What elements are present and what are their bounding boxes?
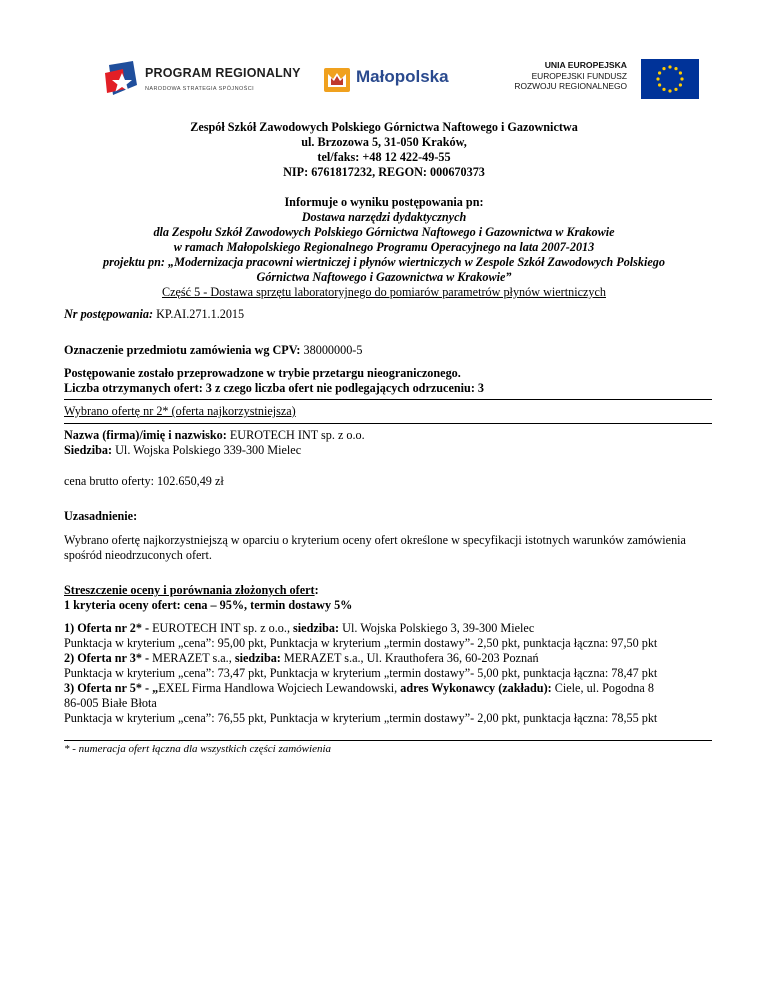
offer-1-head bbox=[64, 621, 724, 636]
eu-line-3: ROZWOJU REGIONALNEGO bbox=[514, 81, 627, 91]
procedure-mode: Postępowanie zostało przeprowadzone w trybie przetargu nieograniczonego. bbox=[64, 366, 461, 380]
divider bbox=[64, 423, 712, 424]
malopolska-text: Małopolska bbox=[356, 67, 449, 86]
offer-2-head bbox=[64, 651, 724, 666]
logo-bar bbox=[0, 55, 768, 105]
eu-line-2: EUROPEJSKI FUNDUSZ bbox=[531, 70, 627, 81]
cpv-code bbox=[64, 343, 724, 358]
offer-2-addr-label: siedziba: bbox=[234, 651, 281, 665]
winner-seat-label: Siedziba: bbox=[64, 443, 113, 457]
eu-logo bbox=[507, 59, 697, 103]
eu-flag-icon bbox=[641, 59, 699, 99]
divider bbox=[64, 399, 712, 400]
justification-label: Uzasadnienie: bbox=[64, 509, 138, 523]
title-line-3: w ramach Małopolskiego Regionalnego Programu Operacyjnego na lata 2007-2013 bbox=[173, 240, 595, 254]
summary-colon: : bbox=[314, 583, 319, 597]
justification-text: Wybrano ofertę najkorzystniejszą w oparciu o kryterium oceny ofert określone w specyfikacji istotnych warunków zamówienia spośród nieodrzuconych ofert. bbox=[64, 533, 686, 562]
school-ids: NIP: 6761817232, REGON: 000670373 bbox=[283, 165, 485, 179]
eu-text bbox=[514, 60, 627, 92]
offer-2-number: 2) Oferta nr 3* - bbox=[64, 651, 153, 665]
chosen-offer: Wybrano ofertę nr 2* (oferta najkorzystniejsza) bbox=[64, 404, 296, 418]
offer-3-addr-label: adres Wykonawcy (zakładu): bbox=[400, 681, 552, 695]
part-title: Część 5 - Dostawa sprzętu laboratoryjnego do pomiarów parametrów płynów wiertniczych bbox=[161, 285, 607, 299]
title-line-4: projektu pn: „Modernizacja pracowni wiertniczej i płynów wiertniczych w Zespole Szkół Zawodowych Polskiego bbox=[103, 255, 665, 269]
offer-1-number: 1) Oferta nr 2* - bbox=[64, 621, 153, 635]
eu-line-1: UNIA EUROPEJSKA bbox=[544, 60, 627, 70]
offer-3-number: 3) Oferta nr 5* - „ bbox=[64, 681, 159, 695]
program-regionalny-logo bbox=[103, 59, 303, 99]
offer-3-company: EXEL Firma Handlowa Wojciech Lewandowski, bbox=[158, 681, 401, 695]
cpv-value: 38000000-5 bbox=[300, 343, 363, 357]
winner-name-value: EUROTECH INT sp. z o.o. bbox=[226, 428, 365, 442]
offer-count: Liczba otrzymanych ofert: 3 z czego liczba ofert nie podlegających odrzuceniu: 3 bbox=[64, 381, 485, 395]
case-number-value: KP.AI.271.1.2015 bbox=[153, 307, 245, 321]
offer-2-points: Punktacja w kryterium „cena”: 73,47 pkt, Punktacja w kryterium „termin dostawy”- 5,00 pkt, punktacja łączna: 78,47 pkt bbox=[64, 666, 658, 680]
offer-3-addr: Ciele, ul. Pogodna 8 bbox=[551, 681, 654, 695]
malopolska-emblem-icon bbox=[322, 65, 352, 95]
school-phone: tel/faks: +48 12 422-49-55 bbox=[317, 150, 451, 164]
gross-price: cena brutto oferty: 102.650,49 zł bbox=[64, 474, 224, 488]
school-name: Zespół Szkół Zawodowych Polskiego Górnictwa Naftowego i Gazownictwa bbox=[190, 120, 578, 134]
school-address: ul. Brzozowa 5, 31-050 Kraków, bbox=[301, 135, 467, 149]
title-line-2: dla Zespołu Szkół Zawodowych Polskiego Górnictwa Naftowego i Gazownictwa w Krakowie bbox=[153, 225, 615, 239]
program-regionalny-subtext: NARODOWA STRATEGIA SPÓJNOŚCI bbox=[145, 86, 254, 92]
cpv-label: Oznaczenie przedmiotu zamówienia wg CPV: bbox=[64, 343, 301, 357]
malopolska-logo bbox=[322, 65, 472, 95]
offer-3-head bbox=[64, 681, 724, 696]
offer-3-extra: 86-005 Białe Błota bbox=[64, 696, 157, 710]
offer-1-addr: Ul. Wojska Polskiego 3, 39-300 Mielec bbox=[339, 621, 535, 635]
offer-1-company: EUROTECH INT sp. z o.o., bbox=[152, 621, 294, 635]
case-number-label: Nr postępowania: bbox=[64, 307, 154, 321]
program-regionalny-star-icon bbox=[103, 59, 141, 99]
footnote-divider bbox=[64, 740, 712, 741]
informs-heading: Informuje o wyniku postępowania pn: bbox=[284, 195, 484, 209]
program-regionalny-text: PROGRAM REGIONALNY bbox=[145, 66, 301, 80]
criteria-line: 1 kryteria oceny ofert: cena – 95%, termin dostawy 5% bbox=[64, 598, 353, 612]
offer-2-addr: MERAZET s.a., Ul. Krauthofera 36, 60-203 Poznań bbox=[280, 651, 539, 665]
summary-label: Streszczenie oceny i porównania złożonych ofert bbox=[64, 583, 315, 597]
winner-seat-value: Ul. Wojska Polskiego 339-300 Mielec bbox=[112, 443, 302, 457]
title-line-1: Dostawa narzędzi dydaktycznych bbox=[301, 210, 467, 224]
case-number bbox=[64, 307, 724, 322]
footnote: * - numeracja ofert łączna dla wszystkich części zamówienia bbox=[64, 743, 332, 755]
offer-3-points: Punktacja w kryterium „cena”: 76,55 pkt, Punktacja w kryterium „termin dostawy”- 2,00 pkt, punktacja łączna: 78,55 pkt bbox=[64, 711, 658, 725]
winner-seat bbox=[64, 443, 724, 458]
summary-heading bbox=[64, 583, 724, 598]
winner-name-label: Nazwa (firma)/imię i nazwisko: bbox=[64, 428, 227, 442]
offer-1-points: Punktacja w kryterium „cena”: 95,00 pkt, Punktacja w kryterium „termin dostawy”- 2,50 pkt, punktacja łączna: 97,50 pkt bbox=[64, 636, 658, 650]
offer-2-company: MERAZET s.a., bbox=[152, 651, 235, 665]
winner-name bbox=[64, 428, 724, 443]
title-line-5: Górnictwa Naftowego i Gazownictwa w Krakowie” bbox=[256, 270, 512, 284]
offer-1-addr-label: siedziba: bbox=[293, 621, 340, 635]
